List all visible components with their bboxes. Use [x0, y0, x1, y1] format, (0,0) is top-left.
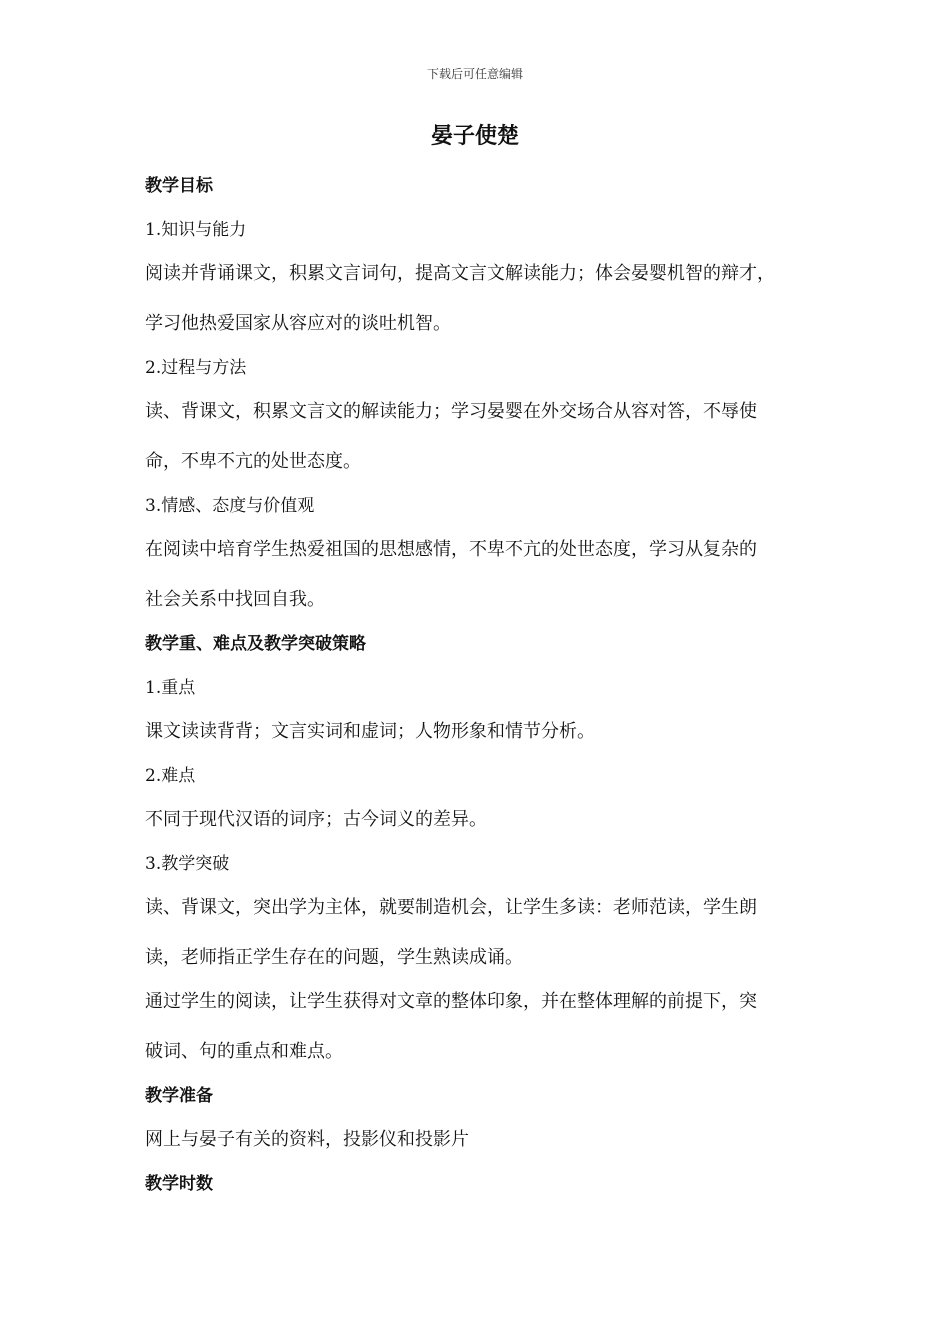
section-heading-objectives: 教学目标	[145, 176, 213, 196]
paragraph-line: 在阅读中培育学生热爱祖国的思想感情，不卑不亢的处世态度，学习从复杂的	[145, 539, 757, 560]
subheading-difficulty: 2.难点	[145, 766, 196, 786]
subheading-emotion: 3.情感、态度与价值观	[145, 496, 315, 516]
paragraph-line: 破词、句的重点和难点。	[145, 1041, 343, 1062]
paragraph-line: 社会关系中找回自我。	[145, 589, 325, 610]
paragraph-line: 网上与晏子有关的资料，投影仪和投影片	[145, 1129, 469, 1150]
paragraph-line: 课文读读背背；文言实词和虚词；人物形象和情节分析。	[145, 721, 595, 742]
section-heading-preparation: 教学准备	[145, 1086, 213, 1106]
paragraph-line: 不同于现代汉语的词序；古今词义的差异。	[145, 809, 487, 830]
section-heading-key-points: 教学重、难点及教学突破策略	[145, 634, 366, 654]
paragraph-line: 阅读并背诵课文，积累文言词句，提高文言文解读能力；体会晏婴机智的辩才，	[145, 263, 775, 284]
subheading-focus: 1.重点	[145, 678, 196, 698]
paragraph-line: 通过学生的阅读，让学生获得对文章的整体印象，并在整体理解的前提下，突	[145, 991, 757, 1012]
subheading-process: 2.过程与方法	[145, 358, 247, 378]
paragraph-line: 读、背课文，突出学为主体，就要制造机会，让学生多读：老师范读，学生朗	[145, 897, 757, 918]
paragraph-line: 学习他热爱国家从容应对的谈吐机智。	[145, 313, 451, 334]
paragraph-line: 命，不卑不亢的处世态度。	[145, 451, 361, 472]
paragraph-line: 读，老师指正学生存在的问题，学生熟读成诵。	[145, 947, 523, 968]
subheading-breakthrough: 3.教学突破	[145, 854, 230, 874]
paragraph-line: 读、背课文，积累文言文的解读能力；学习晏婴在外交场合从容对答，不辱使	[145, 401, 757, 422]
header-note: 下载后可任意编辑	[426, 67, 523, 81]
document-title: 晏子使楚	[430, 124, 519, 149]
section-heading-hours: 教学时数	[145, 1174, 213, 1194]
subheading-knowledge: 1.知识与能力	[145, 220, 247, 240]
